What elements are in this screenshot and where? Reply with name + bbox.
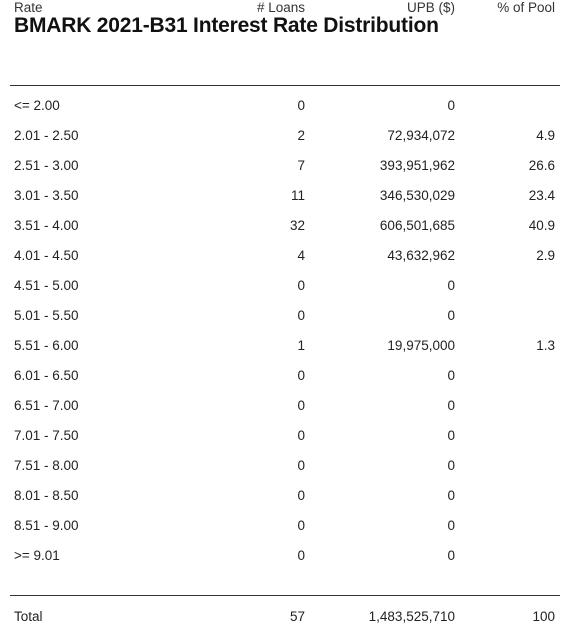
header-upb: UPB ($)	[406, 0, 455, 15]
upb-cell: 393,951,962	[379, 158, 455, 173]
upb-cell: 72,934,072	[387, 128, 455, 143]
total-divider	[10, 595, 560, 596]
upb-cell: 0	[447, 488, 455, 503]
loans-cell: 2	[297, 128, 305, 143]
rate-cell: 6.01 - 6.50	[14, 368, 79, 383]
rate-cell: <= 2.00	[14, 98, 60, 113]
table-row	[0, 158, 570, 178]
pool-cell: 4.9	[536, 128, 555, 143]
upb-cell: 606,501,685	[379, 218, 455, 233]
loans-cell: 0	[297, 458, 305, 473]
table-row	[0, 98, 570, 118]
rate-cell: 5.51 - 6.00	[14, 338, 79, 353]
table-row	[0, 188, 570, 208]
loans-cell: 0	[297, 428, 305, 443]
loans-cell: 0	[297, 548, 305, 563]
loans-cell: 32	[289, 218, 305, 233]
table-row	[0, 398, 570, 418]
table-row	[0, 248, 570, 268]
pool-cell: 40.9	[528, 218, 555, 233]
table-row	[0, 218, 570, 238]
total-row	[0, 609, 570, 629]
rate-cell: 7.01 - 7.50	[14, 428, 79, 443]
loans-cell: 0	[297, 398, 305, 413]
table-row	[0, 488, 570, 508]
rate-cell: 4.01 - 4.50	[14, 248, 79, 263]
rate-cell: 6.51 - 7.00	[14, 398, 79, 413]
upb-cell: 0	[447, 368, 455, 383]
loans-cell: 0	[297, 98, 305, 113]
pool-cell: 23.4	[528, 188, 555, 203]
rate-cell: 7.51 - 8.00	[14, 458, 79, 473]
upb-cell: 0	[447, 398, 455, 413]
table-row	[0, 128, 570, 148]
table-row	[0, 428, 570, 448]
upb-cell: 19,975,000	[387, 338, 455, 353]
total-label: Total	[14, 609, 43, 624]
table-row	[0, 458, 570, 478]
total-pool: 100	[532, 609, 555, 624]
loans-cell: 11	[290, 188, 305, 203]
loans-cell: 0	[297, 308, 305, 323]
rate-cell: 5.01 - 5.50	[14, 308, 79, 323]
rate-cell: 3.51 - 4.00	[14, 218, 79, 233]
table-row	[0, 518, 570, 538]
loans-cell: 0	[297, 368, 305, 383]
loans-cell: 4	[297, 248, 305, 263]
header-pool: % of Pool	[497, 0, 555, 15]
rate-cell: 4.51 - 5.00	[14, 278, 79, 293]
total-loans: 57	[289, 609, 305, 624]
table-row	[0, 368, 570, 388]
rate-cell: 8.01 - 8.50	[14, 488, 79, 503]
upb-cell: 0	[447, 308, 455, 323]
rate-cell: 2.51 - 3.00	[14, 158, 79, 173]
loans-cell: 0	[297, 488, 305, 503]
rate-cell: >= 9.01	[14, 548, 60, 563]
table-row	[0, 278, 570, 298]
header-rate: Rate	[14, 0, 43, 15]
upb-cell: 0	[447, 428, 455, 443]
upb-cell: 0	[447, 518, 455, 533]
pool-cell: 26.6	[528, 158, 555, 173]
table-title: BMARK 2021-B31 Interest Rate Distribution	[14, 14, 439, 37]
header-divider	[10, 85, 560, 86]
rate-cell: 2.01 - 2.50	[14, 128, 79, 143]
upb-cell: 346,530,029	[379, 188, 455, 203]
loans-cell: 7	[297, 158, 305, 173]
header-loans: # Loans	[256, 0, 305, 15]
upb-cell: 0	[447, 278, 455, 293]
rate-cell: 3.01 - 3.50	[14, 188, 79, 203]
table-row	[0, 308, 570, 328]
table-row	[0, 338, 570, 358]
total-upb: 1,483,525,710	[368, 609, 455, 624]
loans-cell: 0	[297, 278, 305, 293]
pool-cell: 1.3	[536, 338, 555, 353]
rate-cell: 8.51 - 9.00	[14, 518, 79, 533]
upb-cell: 0	[447, 458, 455, 473]
upb-cell: 0	[447, 548, 455, 563]
pool-cell: 2.9	[536, 248, 555, 263]
upb-cell: 0	[447, 98, 455, 113]
upb-cell: 43,632,962	[387, 248, 455, 263]
loans-cell: 1	[297, 338, 305, 353]
table-row	[0, 548, 570, 568]
loans-cell: 0	[297, 518, 305, 533]
